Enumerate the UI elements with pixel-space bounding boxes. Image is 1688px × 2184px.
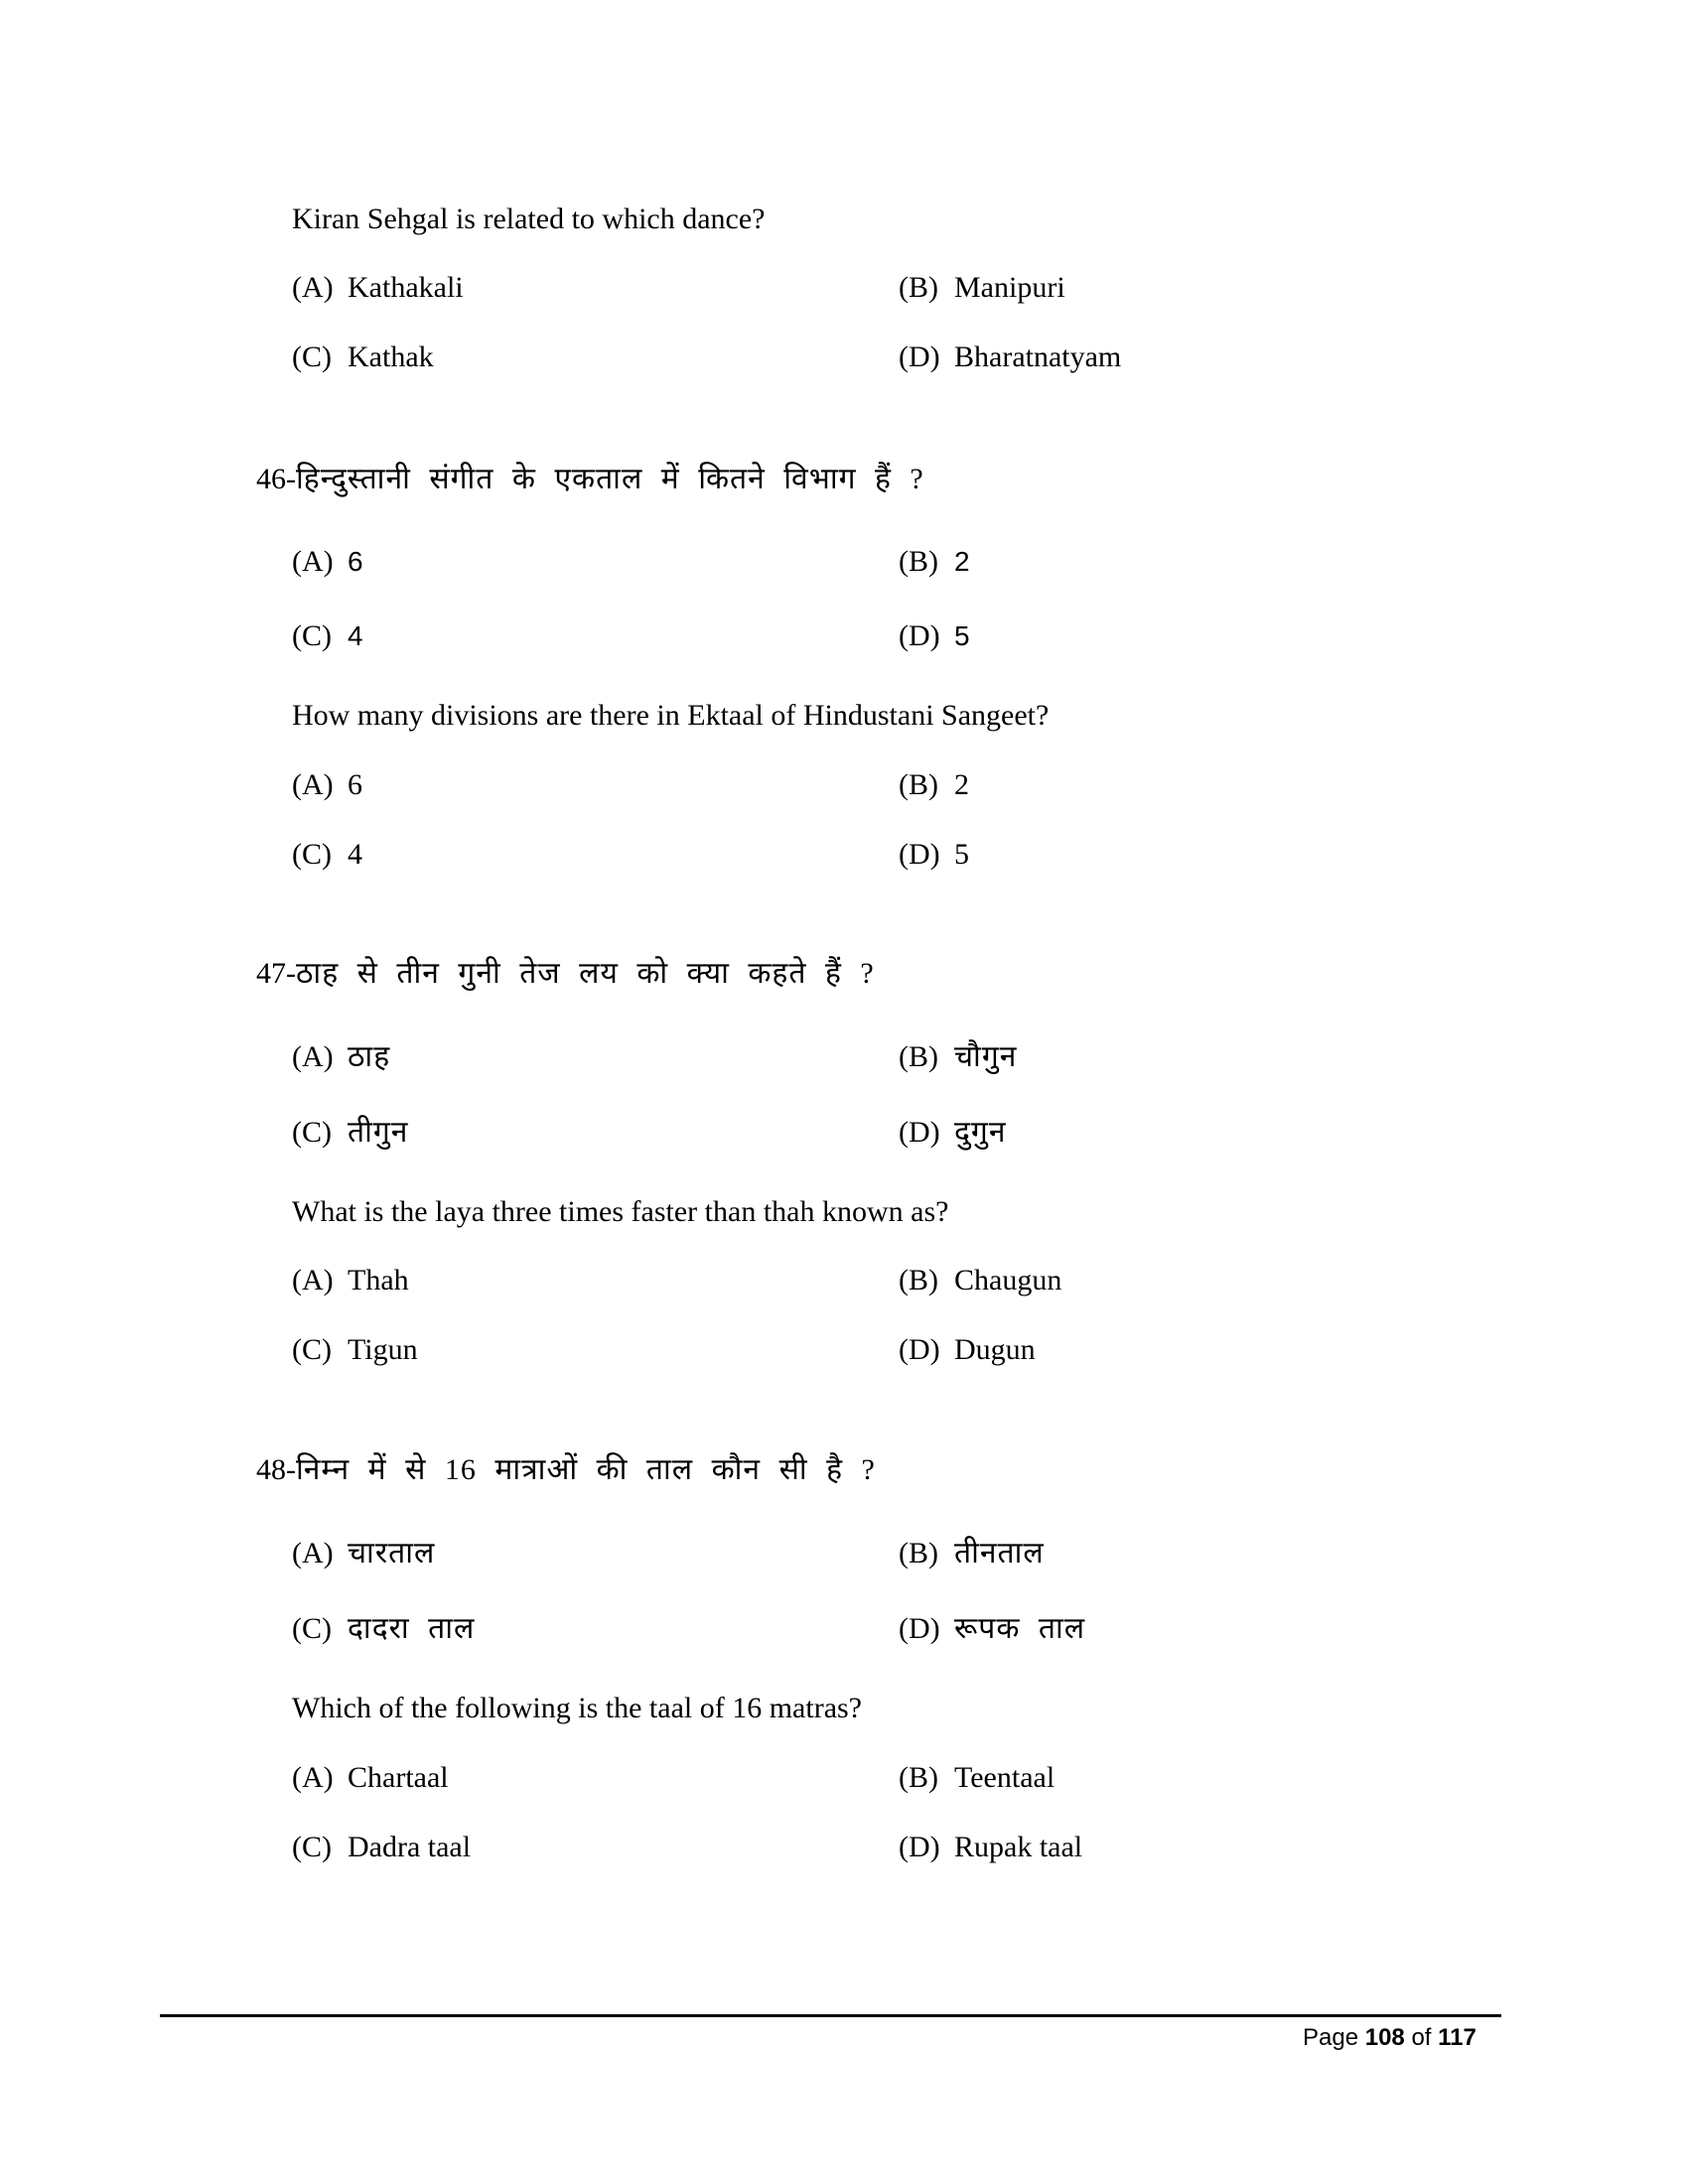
option-label: (B) — [899, 1264, 938, 1297]
option-value: Kathak — [348, 341, 434, 373]
option-d — [899, 1830, 1082, 1865]
option-value: 5 — [954, 620, 970, 651]
option-b — [899, 1760, 1055, 1796]
option-label: (D) — [899, 619, 940, 652]
option-label: (B) — [899, 1761, 938, 1794]
question-hindi-text: ठाह से तीन गुनी तेज लय को क्या कहते हैं ? — [296, 957, 875, 990]
option-value: 5 — [954, 838, 969, 871]
option-label: (D) — [899, 341, 940, 373]
option-b — [899, 1263, 1061, 1298]
option-b — [899, 1536, 1045, 1571]
option-d — [899, 1115, 1006, 1151]
option-b — [899, 767, 969, 803]
option-label: (B) — [899, 768, 938, 801]
option-value: ठाह — [348, 1040, 391, 1073]
option-c — [292, 618, 363, 654]
question-48-hindi — [256, 1452, 876, 1488]
option-value: Teentaal — [954, 1761, 1055, 1794]
question-number: 47- — [256, 957, 296, 990]
option-c — [292, 340, 434, 375]
option-label: (C) — [292, 341, 332, 373]
option-value: 6 — [348, 768, 362, 801]
option-value: Chaugun — [954, 1264, 1062, 1297]
option-label: (A) — [292, 768, 334, 801]
option-value: Thah — [348, 1264, 409, 1297]
question-hindi-text: निम्न में से 16 मात्राओं की ताल कौन सी है ? — [296, 1453, 876, 1486]
option-d — [899, 618, 970, 654]
question-47-english-text: What is the laya three times faster than thah known as? — [292, 1195, 949, 1228]
option-label: (A) — [292, 545, 334, 578]
option-c — [292, 1115, 408, 1151]
option-label: (D) — [899, 1116, 940, 1149]
question-45-english-text: Kiran Sehgal is related to which dance? — [292, 203, 766, 235]
question-47-hindi — [256, 956, 875, 992]
option-value: 6 — [348, 546, 363, 577]
option-label: (D) — [899, 1831, 940, 1863]
option-value: दुगुन — [954, 1116, 1007, 1149]
of-word: of — [1411, 2024, 1432, 2051]
option-label: (A) — [292, 1761, 334, 1794]
footer-divider — [160, 2014, 1501, 2017]
option-c — [292, 1332, 418, 1368]
option-b — [899, 1039, 1017, 1075]
option-label: (A) — [292, 271, 334, 304]
option-value: 4 — [348, 620, 363, 651]
option-value: Dugun — [954, 1333, 1036, 1366]
option-a — [292, 1536, 435, 1571]
option-b — [899, 544, 970, 580]
option-label: (A) — [292, 1537, 334, 1570]
page-number — [1303, 2023, 1477, 2053]
option-a — [292, 1760, 449, 1796]
option-value: Chartaal — [348, 1761, 449, 1794]
option-label: (C) — [292, 619, 332, 652]
option-label: (B) — [899, 1537, 938, 1570]
option-value: Rupak taal — [954, 1831, 1083, 1863]
option-a — [292, 767, 362, 803]
option-a — [292, 544, 363, 580]
option-value: Manipuri — [954, 271, 1065, 304]
option-label: (D) — [899, 838, 940, 871]
option-value: 4 — [348, 838, 362, 871]
option-value: Bharatnatyam — [954, 341, 1122, 373]
option-value: Kathakali — [348, 271, 464, 304]
option-value: Tigun — [348, 1333, 418, 1366]
question-hindi-text: हिन्दुस्तानी संगीत के एकताल में कितने विभाग हैं ? — [296, 463, 924, 495]
current-page: 108 — [1364, 2024, 1405, 2051]
option-value: 2 — [954, 768, 969, 801]
option-a — [292, 270, 464, 306]
option-label: (C) — [292, 1116, 332, 1149]
option-a — [292, 1263, 409, 1298]
page-word: Page — [1303, 2024, 1359, 2051]
option-label: (A) — [292, 1264, 334, 1297]
question-46-english-text: How many divisions are there in Ektaal of Hindustani Sangeet? — [292, 699, 1050, 732]
question-number: 48- — [256, 1453, 296, 1486]
option-label: (D) — [899, 1333, 940, 1366]
option-value: दादरा ताल — [348, 1612, 476, 1645]
option-c — [292, 837, 362, 873]
option-value: Dadra taal — [348, 1831, 472, 1863]
option-d — [899, 1332, 1036, 1368]
option-value: चारताल — [348, 1537, 436, 1570]
option-value: रूपक ताल — [954, 1612, 1086, 1645]
question-48-english-text: Which of the following is the taal of 16 matras? — [292, 1692, 862, 1724]
option-c — [292, 1611, 475, 1647]
option-label: (C) — [292, 838, 332, 871]
option-a — [292, 1039, 390, 1075]
total-pages: 117 — [1438, 2024, 1477, 2051]
option-d — [899, 1611, 1085, 1647]
option-label: (A) — [292, 1040, 334, 1073]
option-d — [899, 340, 1121, 375]
option-label: (C) — [292, 1831, 332, 1863]
option-b — [899, 270, 1065, 306]
option-label: (B) — [899, 1040, 938, 1073]
option-label: (D) — [899, 1612, 940, 1645]
option-label: (C) — [292, 1612, 332, 1645]
option-d — [899, 837, 969, 873]
question-number: 46- — [256, 463, 296, 495]
option-label: (B) — [899, 271, 938, 304]
option-label: (C) — [292, 1333, 332, 1366]
option-label: (B) — [899, 545, 938, 578]
option-value: तीगुन — [348, 1116, 409, 1149]
question-46-hindi — [256, 462, 924, 497]
option-value: तीनताल — [954, 1537, 1045, 1570]
option-c — [292, 1830, 471, 1865]
option-value: चौगुन — [954, 1040, 1018, 1073]
option-value: 2 — [954, 546, 970, 577]
